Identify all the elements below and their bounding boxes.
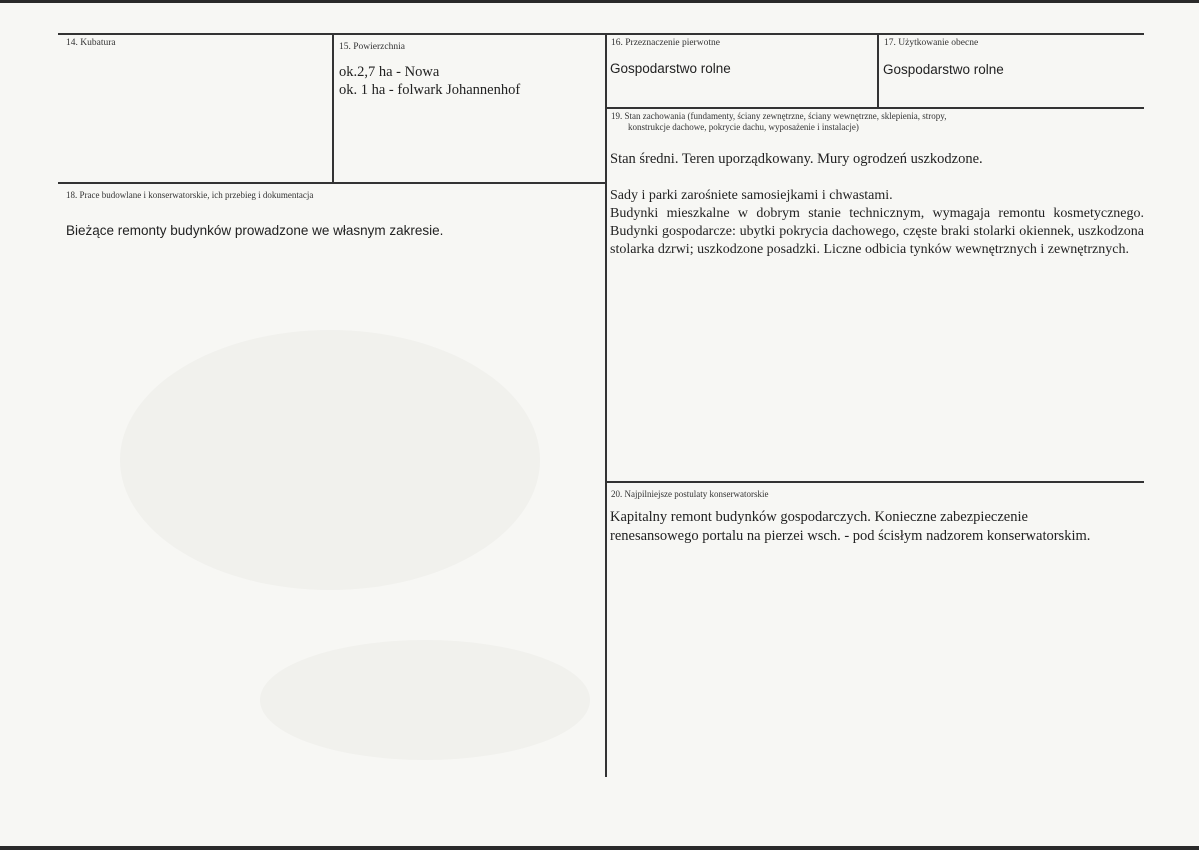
form-line — [605, 107, 1144, 109]
form-line — [58, 182, 605, 184]
field-15-label: 15. Powierzchnia — [339, 42, 405, 52]
field-15-value-line1: ok.2,7 ha - Nowa — [339, 64, 440, 80]
field-18-label: 18. Prace budowlane i konserwatorskie, ich przebieg i dokumentacja — [66, 190, 314, 200]
field-19-para2: Sady i parki zarośniete samosiejkami i chwastami. — [610, 188, 893, 203]
field-20-value-line1: Kapitalny remont budynków gospodarczych. Konieczne zabezpieczenie — [610, 509, 1028, 525]
field-20-label: 20. Najpilniejsze postulaty konserwatorskie — [611, 489, 769, 499]
field-19-label-line1: 19. Stan zachowania (fundamenty, ściany zewnętrzne, ściany wewnętrzne, sklepienia, stropy, — [611, 111, 947, 121]
form-line — [605, 33, 607, 777]
paper-stain — [120, 330, 540, 590]
field-17-label: 17. Użytkowanie obecne — [884, 38, 979, 48]
field-16-label: 16. Przeznaczenie pierwotne — [611, 38, 720, 48]
field-14-label: 14. Kubatura — [66, 38, 116, 48]
field-19-para1: Stan średni. Teren uporządkowany. Mury ogrodzeń uszkodzone. — [610, 151, 983, 167]
paper-stain — [260, 640, 590, 760]
scan-top-edge — [0, 0, 1199, 3]
form-line — [58, 33, 1144, 35]
scan-bottom-edge — [0, 846, 1199, 850]
field-19-para3: Budynki mieszkalne w dobrym stanie technicznym, wymagaja remontu kosmetycznego. Budynki gospodarcze: ubytki pokrycia dachowego, częste braki stolarki okiennek, uszkodzona stolarka dzrwi; uszkodzone posadzki. Liczne odbicia tynków wewnętrznych i zewnętrznych. — [610, 206, 1144, 257]
field-16-value: Gospodarstwo rolne — [610, 61, 731, 76]
field-18-value: Bieżące remonty budynków prowadzone we własnym zakresie. — [66, 223, 444, 238]
form-line — [332, 33, 334, 183]
field-19-label-line2: konstrukcje dachowe, pokrycie dachu, wyposażenie i instalacje) — [628, 122, 859, 132]
field-15-value-line2: ok. 1 ha - folwark Johannenhof — [339, 82, 521, 98]
field-17-value: Gospodarstwo rolne — [883, 62, 1004, 77]
form-line — [877, 33, 879, 108]
field-20-value-line2: renesansowego portalu na pierzei wsch. - pod ścisłym nadzorem konserwatorskim. — [610, 528, 1091, 544]
form-line — [605, 481, 1144, 483]
